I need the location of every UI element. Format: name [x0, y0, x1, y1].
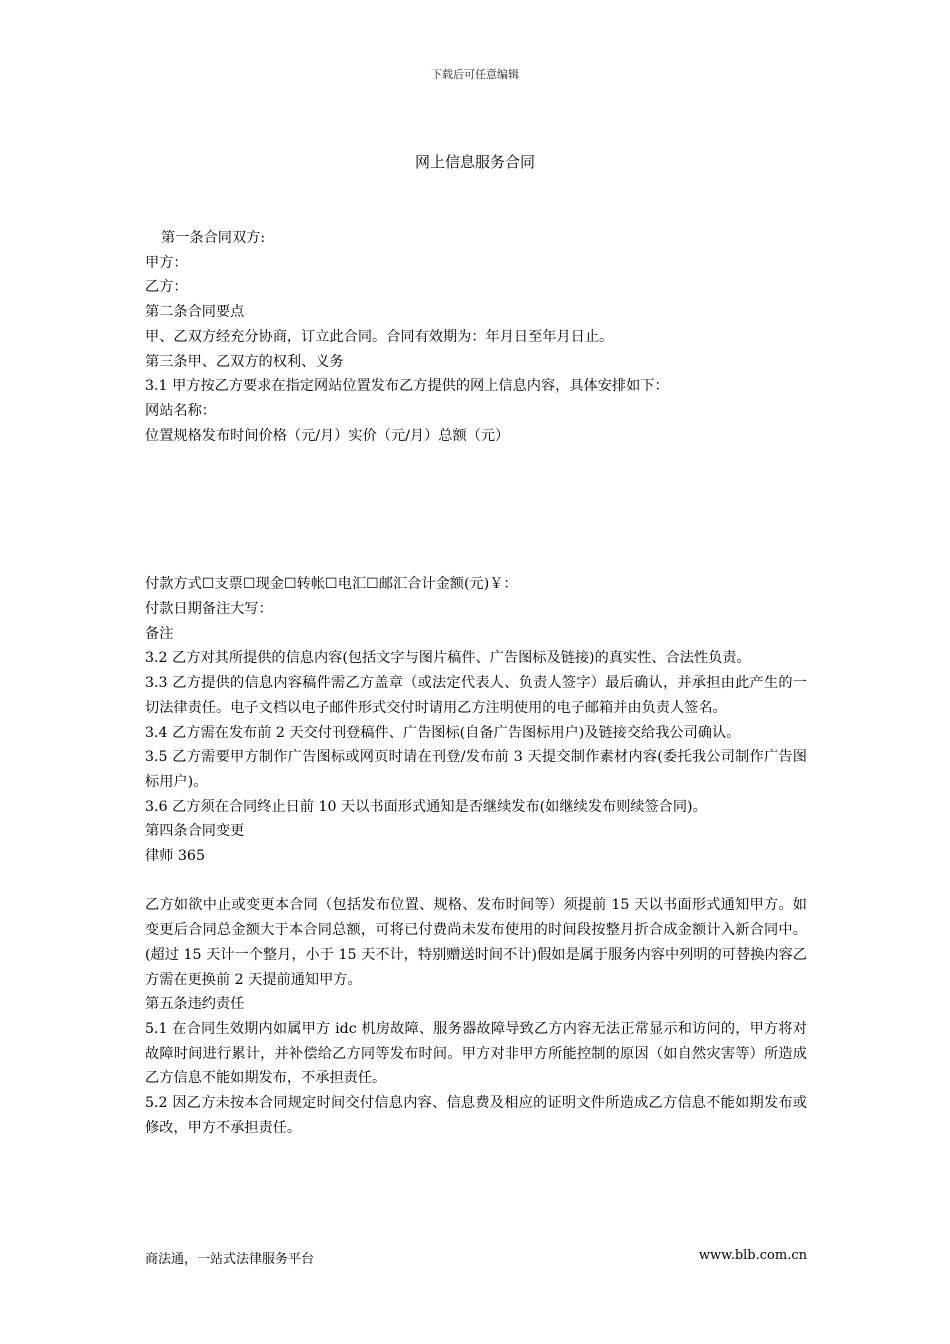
clause-3-5: 3.5 乙方需要甲方制作广告图标或网页时请在刊登/发布前 3 天提交制作素材内容(委托我公司制作广告图标用户)。 [145, 749, 807, 790]
clause-2-text: 甲、乙双方经充分协商，订立此合同。合同有效期为：年月日至年月日止。 [145, 328, 614, 345]
footer-website-url: www.blb.com.cn [698, 1248, 807, 1263]
clause-3-heading: 第三条甲、乙双方的权利、义务 [145, 353, 344, 370]
clause-3-2: 3.2 乙方对其所提供的信息内容(包括文字与图片稿件、广告图标及链接)的真实性、合法性负责。 [145, 650, 751, 667]
watermark-text-line: 律师 365 [145, 848, 205, 865]
clause-3-3: 3.3 乙方提供的信息内容稿件需乙方盖章（或法定代表人、负责人签字）最后确认，并承担由此产生的一切法律责任。电子文档以电子邮件形式交付时请用乙方注明使用的电子邮箱并由负责人签名。 [145, 675, 807, 716]
website-name-line: 网站名称： [145, 402, 216, 419]
clause-5-1: 5.1 在合同生效期内如属甲方 idc 机房故障、服务器故障导致乙方内容无法正常显示和访问的，甲方将对故障时间进行累计，并补偿给乙方同等发布时间。甲方对非甲方所能控制的原因（如自然灾害等）所造成乙方信息不能如期发布，不承担责任。 [145, 1020, 807, 1087]
clause-2-heading: 第二条合同要点 [145, 304, 245, 321]
clause-5-heading: 第五条违约责任 [145, 996, 245, 1013]
page-header-note: 下载后可任意编辑 [431, 68, 519, 81]
clause-4-text: 乙方如欲中止或变更本合同（包括发布位置、规格、发布时间等）须提前 15 天以书面形式通知甲方。如变更后合同总金额大于本合同总额，可将已付费尚未发布使用的时间段按整月折合成金额计入新合同中。(超过 15 天计一个整月，小于 15 天不计，特别赠送时间不计)假如是属于服务内容中列明的可替换内容乙方需在更换前 2 天提前通知甲方。 [145, 897, 807, 988]
footer-platform-name: 商法通，一站式法律服务平台 [145, 1252, 315, 1267]
clause-3-6: 3.6 乙方须在合同终止日前 10 天以书面形式通知是否继续发布(如继续发布则续签合同)。 [145, 798, 707, 815]
document-body [145, 226, 807, 1140]
clause-4-heading: 第四条合同变更 [145, 823, 245, 840]
document-title: 网上信息服务合同 [414, 153, 535, 171]
clause-1-heading: 第一条合同双方: [161, 230, 266, 246]
payment-method-line: 付款方式☐支票☐现金☐转帐☐电汇☐邮汇合计金额(元)￥： [145, 576, 518, 593]
party-b-line: 乙方： [145, 279, 188, 296]
clause-5-2: 5.2 因乙方未按本合同规定时间交付信息内容、信息费及相应的证明文件所造成乙方信息不能如期发布或修改，甲方不承担责任。 [145, 1095, 807, 1136]
clause-3-1: 3.1 甲方按乙方要求在指定网站位置发布乙方提供的网上信息内容，具体安排如下： [145, 378, 669, 395]
placement-table-header: 位置规格发布时间价格（元/月）实价（元/月）总额（元） [145, 427, 510, 444]
payment-date-line: 付款日期备注大写： [145, 601, 273, 618]
remarks-line: 备注 [145, 625, 174, 642]
blank-line [145, 869, 807, 894]
party-a-line: 甲方： [145, 254, 188, 271]
table-blank-area [145, 448, 807, 572]
clause-3-4: 3.4 乙方需在发布前 2 天交付刊登稿件、广告图标(自备广告图标用户)及链接交给我公司确认。 [145, 724, 741, 741]
